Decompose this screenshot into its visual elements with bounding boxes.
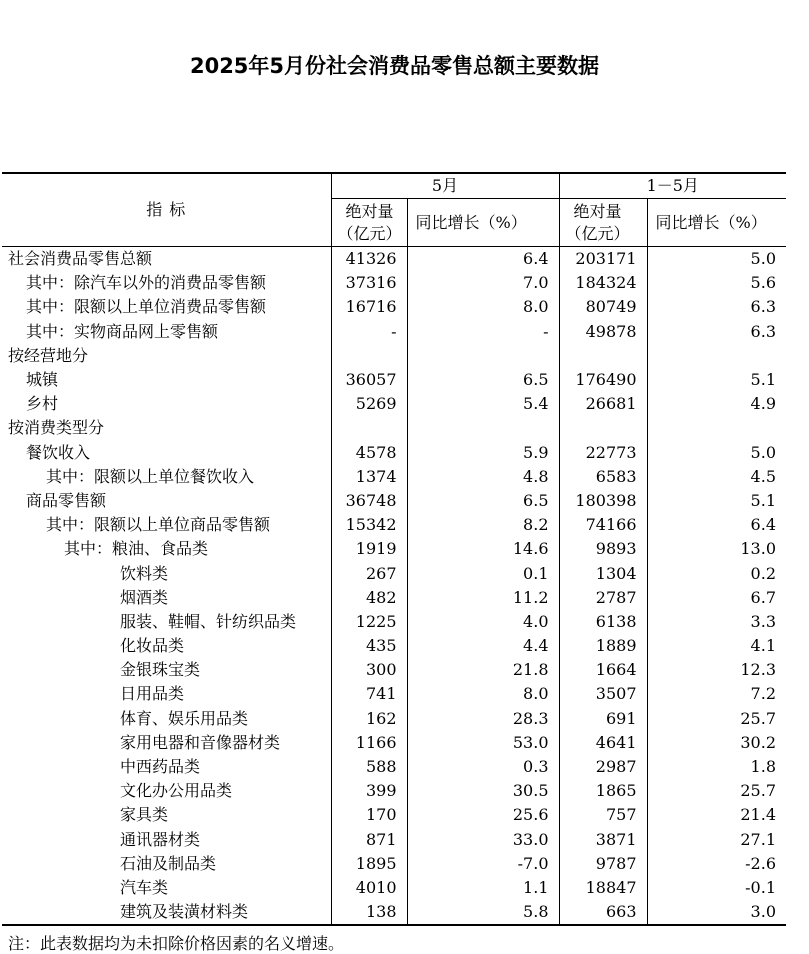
ytd-abs-value: 9893 [559, 537, 647, 561]
table-row [2, 658, 786, 682]
ytd-yoy-value: 25.7 [647, 707, 786, 731]
row-name: 其中：实物商品网上零售额 [26, 321, 219, 341]
table-row [2, 271, 786, 295]
table-row [2, 537, 786, 561]
ytd-yoy-value: 3.3 [647, 610, 786, 634]
may-abs-value: 37316 [331, 271, 407, 295]
row-name: 其中：粮油、食品类 [64, 539, 209, 559]
may-yoy-value: 5.8 [407, 900, 559, 925]
table-row [2, 731, 786, 755]
ytd-yoy-value: 5.1 [647, 489, 786, 513]
ytd-yoy-value: 12.3 [647, 658, 786, 682]
row-name: 体育、娱乐用品类 [120, 708, 249, 728]
ytd-abs-value: 6583 [559, 465, 647, 489]
ytd-abs-header [559, 199, 647, 247]
row-name: 家具类 [120, 805, 169, 825]
abs-header-line2: （亿元） [565, 223, 630, 243]
footnote: 注：此表数据均为未扣除价格因素的名义增速。 [8, 934, 345, 953]
table-row [2, 392, 786, 416]
may-abs-value [331, 344, 407, 368]
may-abs-value: 36748 [331, 489, 407, 513]
may-abs-value: 36057 [331, 368, 407, 392]
ytd-yoy-value: 4.5 [647, 465, 786, 489]
table-row [2, 247, 786, 272]
retail-sales-table [2, 172, 786, 926]
row-name: 中西药品类 [120, 757, 201, 777]
ytd-yoy-value: 13.0 [647, 537, 786, 561]
ytd-abs-value: 176490 [559, 368, 647, 392]
may-abs-value: 170 [331, 803, 407, 827]
row-name: 其中：限额以上单位消费品零售额 [26, 297, 267, 317]
row-name: 乡村 [26, 394, 59, 414]
ytd-yoy-value: 25.7 [647, 779, 786, 803]
may-abs-value: 41326 [331, 247, 407, 272]
ytd-yoy-value: 5.6 [647, 271, 786, 295]
ytd-abs-value: 1865 [559, 779, 647, 803]
table-row [2, 344, 786, 368]
may-yoy-value [407, 344, 559, 368]
row-name: 烟酒类 [120, 587, 169, 607]
may-yoy-value: 11.2 [407, 586, 559, 610]
may-yoy-value: - [407, 320, 559, 344]
may-abs-value: 399 [331, 779, 407, 803]
abs-header-line2: （亿元） [337, 223, 402, 243]
may-yoy-value: 53.0 [407, 731, 559, 755]
table-row [2, 634, 786, 658]
ytd-abs-value: 757 [559, 803, 647, 827]
may-yoy-header: 同比增长（%） [407, 199, 559, 247]
table-row [2, 682, 786, 706]
table-row [2, 707, 786, 731]
row-name: 商品零售额 [26, 490, 107, 510]
ytd-abs-value [559, 416, 647, 440]
ytd-abs-value: 6138 [559, 610, 647, 634]
may-yoy-value: 6.5 [407, 489, 559, 513]
ytd-yoy-value: 6.3 [647, 320, 786, 344]
may-yoy-value: 0.1 [407, 561, 559, 585]
may-yoy-value: -7.0 [407, 852, 559, 876]
ytd-yoy-value: 3.0 [647, 900, 786, 925]
may-abs-value: 1895 [331, 852, 407, 876]
may-yoy-value: 4.4 [407, 634, 559, 658]
jan-may-period-header: 1－5月 [559, 173, 786, 199]
row-name: 其中：限额以上单位餐饮收入 [46, 466, 255, 486]
ytd-yoy-value: 4.9 [647, 392, 786, 416]
may-abs-value: 15342 [331, 513, 407, 537]
may-yoy-value: 8.0 [407, 682, 559, 706]
may-yoy-value: 5.9 [407, 441, 559, 465]
row-name: 建筑及装潢材料类 [2, 900, 331, 925]
row-name: 其中：除汽车以外的消费品零售额 [26, 273, 267, 293]
may-abs-value: 267 [331, 561, 407, 585]
may-abs-header [331, 199, 407, 247]
table-row [2, 828, 786, 852]
row-name: 化妆品类 [120, 636, 185, 656]
ytd-yoy-value: 1.8 [647, 755, 786, 779]
table-row [2, 852, 786, 876]
ytd-abs-value: 184324 [559, 271, 647, 295]
ytd-yoy-value: 30.2 [647, 731, 786, 755]
may-abs-value: 1374 [331, 465, 407, 489]
row-name: 饮料类 [120, 563, 169, 583]
row-name: 汽车类 [120, 877, 169, 897]
ytd-yoy-value: -0.1 [647, 876, 786, 900]
table-row [2, 320, 786, 344]
may-abs-value [331, 416, 407, 440]
table-row [2, 610, 786, 634]
ytd-abs-value: 691 [559, 707, 647, 731]
table-row [2, 295, 786, 319]
row-name: 按消费类型分 [8, 418, 105, 438]
may-abs-value: 741 [331, 682, 407, 706]
may-yoy-value: 1.1 [407, 876, 559, 900]
may-yoy-value: 25.6 [407, 803, 559, 827]
abs-header-line1: 绝对量 [573, 201, 622, 221]
may-yoy-value: 8.0 [407, 295, 559, 319]
ytd-yoy-value [647, 344, 786, 368]
ytd-abs-value: 49878 [559, 320, 647, 344]
ytd-yoy-value [647, 416, 786, 440]
table-row [2, 416, 786, 440]
ytd-abs-value: 3507 [559, 682, 647, 706]
page-title: 2025年5月份社会消费品零售总额主要数据 [189, 54, 600, 78]
ytd-abs-value: 1664 [559, 658, 647, 682]
may-abs-value: - [331, 320, 407, 344]
may-abs-value: 5269 [331, 392, 407, 416]
ytd-abs-value: 203171 [559, 247, 647, 272]
ytd-yoy-value: 7.2 [647, 682, 786, 706]
ytd-abs-value: 2987 [559, 755, 647, 779]
may-abs-value: 435 [331, 634, 407, 658]
row-name: 餐饮收入 [26, 442, 91, 462]
may-period-header: 5月 [331, 173, 559, 199]
may-yoy-value: 21.8 [407, 658, 559, 682]
ytd-abs-value [559, 344, 647, 368]
ytd-yoy-value: 6.4 [647, 513, 786, 537]
table-body [2, 247, 786, 926]
may-yoy-value: 0.3 [407, 755, 559, 779]
table-row [2, 441, 786, 465]
header-row-period [2, 173, 786, 199]
ytd-yoy-header: 同比增长（%） [647, 199, 786, 247]
ytd-abs-value: 3871 [559, 828, 647, 852]
row-name: 社会消费品零售总额 [8, 249, 153, 269]
table-row [2, 876, 786, 900]
ytd-abs-value: 80749 [559, 295, 647, 319]
row-name: 石油及制品类 [120, 853, 217, 873]
ytd-abs-value: 26681 [559, 392, 647, 416]
ytd-abs-value: 663 [559, 900, 647, 925]
table-row [2, 803, 786, 827]
may-abs-value: 16716 [331, 295, 407, 319]
table-row [2, 586, 786, 610]
indicator-header: 指 标 [2, 173, 331, 247]
may-yoy-value: 14.6 [407, 537, 559, 561]
may-yoy-value: 30.5 [407, 779, 559, 803]
row-name: 其中：限额以上单位商品零售额 [46, 515, 271, 535]
table-row [2, 368, 786, 392]
ytd-abs-value: 180398 [559, 489, 647, 513]
may-abs-value: 871 [331, 828, 407, 852]
ytd-yoy-value: 27.1 [647, 828, 786, 852]
row-name: 按经营地分 [8, 345, 89, 365]
row-name: 服装、鞋帽、针纺织品类 [120, 611, 297, 631]
ytd-yoy-value: 5.0 [647, 441, 786, 465]
table-row [2, 755, 786, 779]
may-yoy-value: 5.4 [407, 392, 559, 416]
may-abs-value: 1225 [331, 610, 407, 634]
ytd-yoy-value: 4.1 [647, 634, 786, 658]
ytd-abs-value: 2787 [559, 586, 647, 610]
row-name: 通讯器材类 [120, 829, 201, 849]
may-yoy-value: 4.0 [407, 610, 559, 634]
table-row [2, 561, 786, 585]
table-row [2, 465, 786, 489]
may-yoy-value [407, 416, 559, 440]
ytd-abs-value: 22773 [559, 441, 647, 465]
row-name: 城镇 [26, 370, 59, 390]
may-abs-value: 1166 [331, 731, 407, 755]
ytd-yoy-value: 5.1 [647, 368, 786, 392]
ytd-yoy-value: 21.4 [647, 803, 786, 827]
may-yoy-value: 8.2 [407, 513, 559, 537]
ytd-yoy-value: 6.3 [647, 295, 786, 319]
ytd-abs-value: 9787 [559, 852, 647, 876]
may-abs-value: 4578 [331, 441, 407, 465]
may-yoy-value: 7.0 [407, 271, 559, 295]
table-row [2, 489, 786, 513]
table-row [2, 513, 786, 537]
ytd-yoy-value: -2.6 [647, 852, 786, 876]
may-yoy-value: 28.3 [407, 707, 559, 731]
ytd-abs-value: 74166 [559, 513, 647, 537]
ytd-yoy-value: 5.0 [647, 247, 786, 272]
table-row [2, 779, 786, 803]
row-name: 文化办公用品类 [120, 781, 233, 801]
row-name: 日用品类 [120, 684, 185, 704]
may-abs-value: 4010 [331, 876, 407, 900]
may-abs-value: 482 [331, 586, 407, 610]
may-abs-value: 162 [331, 707, 407, 731]
may-yoy-value: 6.5 [407, 368, 559, 392]
may-abs-value: 588 [331, 755, 407, 779]
ytd-abs-value: 1304 [559, 561, 647, 585]
ytd-abs-value: 18847 [559, 876, 647, 900]
ytd-abs-value: 1889 [559, 634, 647, 658]
table-row [2, 900, 786, 925]
ytd-abs-value: 4641 [559, 731, 647, 755]
may-yoy-value: 6.4 [407, 247, 559, 272]
may-abs-value: 138 [331, 900, 407, 925]
may-yoy-value: 33.0 [407, 828, 559, 852]
may-abs-value: 1919 [331, 537, 407, 561]
row-name: 家用电器和音像器材类 [120, 732, 281, 752]
row-name: 金银珠宝类 [120, 660, 201, 680]
ytd-yoy-value: 6.7 [647, 586, 786, 610]
abs-header-line1: 绝对量 [345, 201, 394, 221]
may-yoy-value: 4.8 [407, 465, 559, 489]
ytd-yoy-value: 0.2 [647, 561, 786, 585]
may-abs-value: 300 [331, 658, 407, 682]
